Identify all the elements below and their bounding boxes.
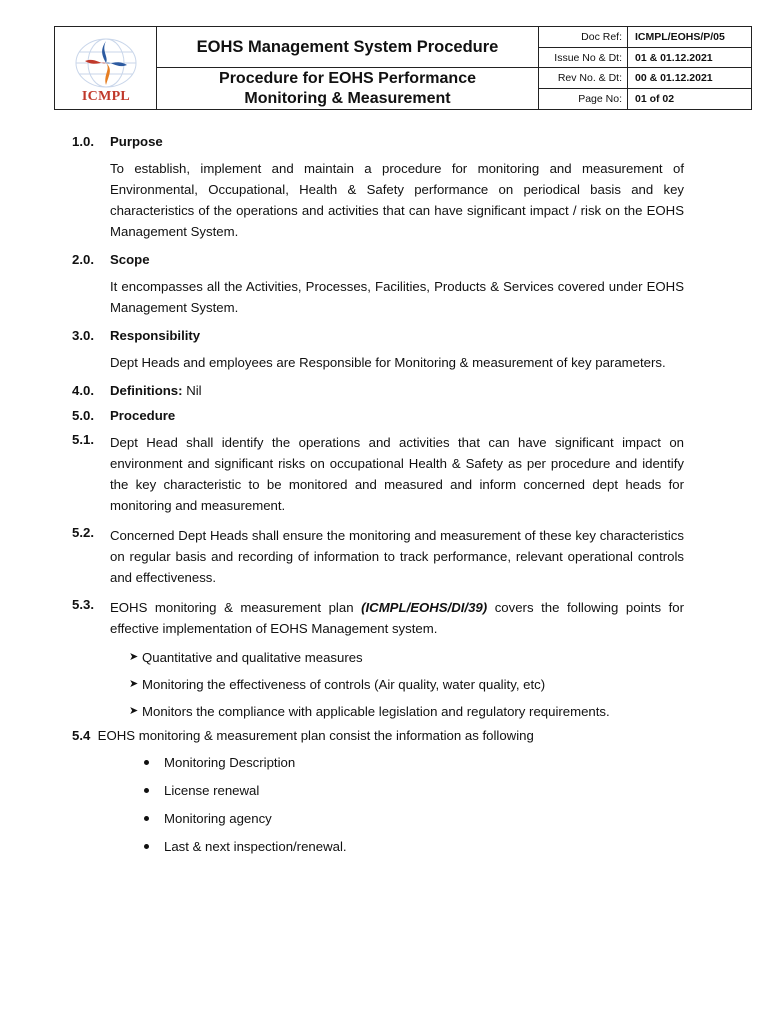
section-number: 1.0. xyxy=(72,134,94,149)
meta-label: Issue No & Dt: xyxy=(539,48,628,68)
bullet-dot-icon xyxy=(144,788,149,793)
document-title: EOHS Management System Procedure xyxy=(157,27,539,68)
section-scope xyxy=(72,252,684,267)
meta-value: 01 & 01.12.2021 xyxy=(635,51,713,64)
section-number: 5.0. xyxy=(72,408,94,423)
meta-row-doc-ref xyxy=(539,27,751,48)
logo-cell xyxy=(55,27,157,109)
subsection-number: 5.3. xyxy=(72,597,94,612)
subsection-5-1 xyxy=(72,432,684,516)
list-item-text: Last & next inspection/renewal. xyxy=(164,839,347,854)
list-item-text: Monitoring Description xyxy=(164,755,296,770)
section-number: 2.0. xyxy=(72,252,94,267)
arrow-bullet-icon: ➤ xyxy=(129,705,139,717)
bullet-dot-icon xyxy=(144,844,149,849)
plan-text-after: covers the following points for effective implementation of EOHS Management system. xyxy=(110,600,685,636)
section-definitions xyxy=(72,383,684,398)
document-header xyxy=(54,26,752,110)
purpose-text: To establish, implement and maintain a procedure for monitoring and measurement of Environmental, Occupational, Health & Safety performance on periodical basis and key characteristics of the operations and activities that can have significant impact / risk on the EOHS Management System. xyxy=(110,161,684,239)
bullet-dot-icon xyxy=(144,760,149,765)
section-title: Purpose xyxy=(110,134,163,149)
procedure-title-line2: Monitoring & Measurement xyxy=(244,89,451,107)
meta-value: 00 & 01.12.2021 xyxy=(635,72,713,84)
section-number: 4.0. xyxy=(72,383,94,398)
subsection-5-2 xyxy=(72,525,684,588)
meta-label: Rev No. & Dt: xyxy=(539,68,628,88)
plan-text-before: EOHS monitoring & measurement plan xyxy=(110,600,362,615)
subsection-text xyxy=(110,597,684,639)
section-responsibility xyxy=(72,328,684,343)
meta-label: Doc Ref: xyxy=(539,27,628,47)
list-item xyxy=(129,671,684,698)
section-title: Procedure xyxy=(110,408,176,423)
meta-value: 01 of 02 xyxy=(635,92,675,105)
document-body xyxy=(72,134,684,861)
section-procedure xyxy=(72,408,684,423)
definitions-value: Nil xyxy=(186,383,202,398)
plan-info-list xyxy=(144,749,684,861)
plan-points-list xyxy=(129,644,684,725)
list-item xyxy=(129,698,684,725)
scope-text: It encompasses all the Activities, Processes, Facilities, Products & Services covered under EOHS Management System. xyxy=(110,279,684,315)
definitions-label: Definitions: xyxy=(110,383,183,398)
subsection-5-3 xyxy=(72,597,684,639)
subsection-number: 5.4 xyxy=(72,728,91,743)
subsection-number: 5.2. xyxy=(72,525,94,540)
procedure-title xyxy=(157,68,539,109)
section-number: 3.0. xyxy=(72,328,94,343)
list-item-text: Monitoring agency xyxy=(164,811,272,826)
plan-reference: (ICMPL/EOHS/DI/39) xyxy=(361,600,488,615)
arrow-bullet-icon: ➤ xyxy=(129,651,139,663)
list-item xyxy=(144,805,684,833)
section-title xyxy=(110,383,684,398)
procedure-title-line1: Procedure for EOHS Performance xyxy=(219,69,476,87)
meta-row-page xyxy=(539,89,751,110)
company-logo-icon xyxy=(65,35,147,91)
meta-value: ICMPL/EOHS/P/05 xyxy=(635,31,725,43)
list-item-text: License renewal xyxy=(164,783,260,798)
subsection-number: 5.1. xyxy=(72,432,94,447)
list-item xyxy=(144,777,684,805)
list-item xyxy=(144,833,684,861)
responsibility-text: Dept Heads and employees are Responsible for Monitoring & measurement of key parameters. xyxy=(110,355,666,370)
list-item-text: Monitors the compliance with applicable legislation and regulatory requirements. xyxy=(142,704,610,719)
subsection-text: Concerned Dept Heads shall ensure the monitoring and measurement of these key characteristics on regular basis and recording of information to track performance, relevant operational controls and effectiveness. xyxy=(110,528,684,585)
subsection-5-4 xyxy=(72,725,684,746)
arrow-bullet-icon: ➤ xyxy=(129,678,139,690)
subsection-text: EOHS monitoring & measurement plan consist the information as following xyxy=(97,728,534,743)
section-purpose xyxy=(72,134,684,149)
subsection-text: Dept Head shall identify the operations and activities that can have significant impact on environment and significant risks on occupational Health & Safety as per procedure and identify the key characteristic to be monitored and measured and inform concerned dept heads for monitoring and measurement. xyxy=(110,435,684,513)
bullet-dot-icon xyxy=(144,816,149,821)
meta-label: Page No: xyxy=(539,89,628,110)
logo-text: ICMPL xyxy=(81,89,131,104)
list-item xyxy=(144,749,684,777)
list-item-text: Quantitative and qualitative measures xyxy=(142,650,363,665)
list-item-text: Monitoring the effectiveness of controls (Air quality, water quality, etc) xyxy=(142,677,546,692)
meta-row-issue xyxy=(539,48,751,69)
list-item xyxy=(129,644,684,671)
section-title: Responsibility xyxy=(110,328,201,343)
meta-row-rev xyxy=(539,68,751,89)
section-title: Scope xyxy=(110,252,150,267)
